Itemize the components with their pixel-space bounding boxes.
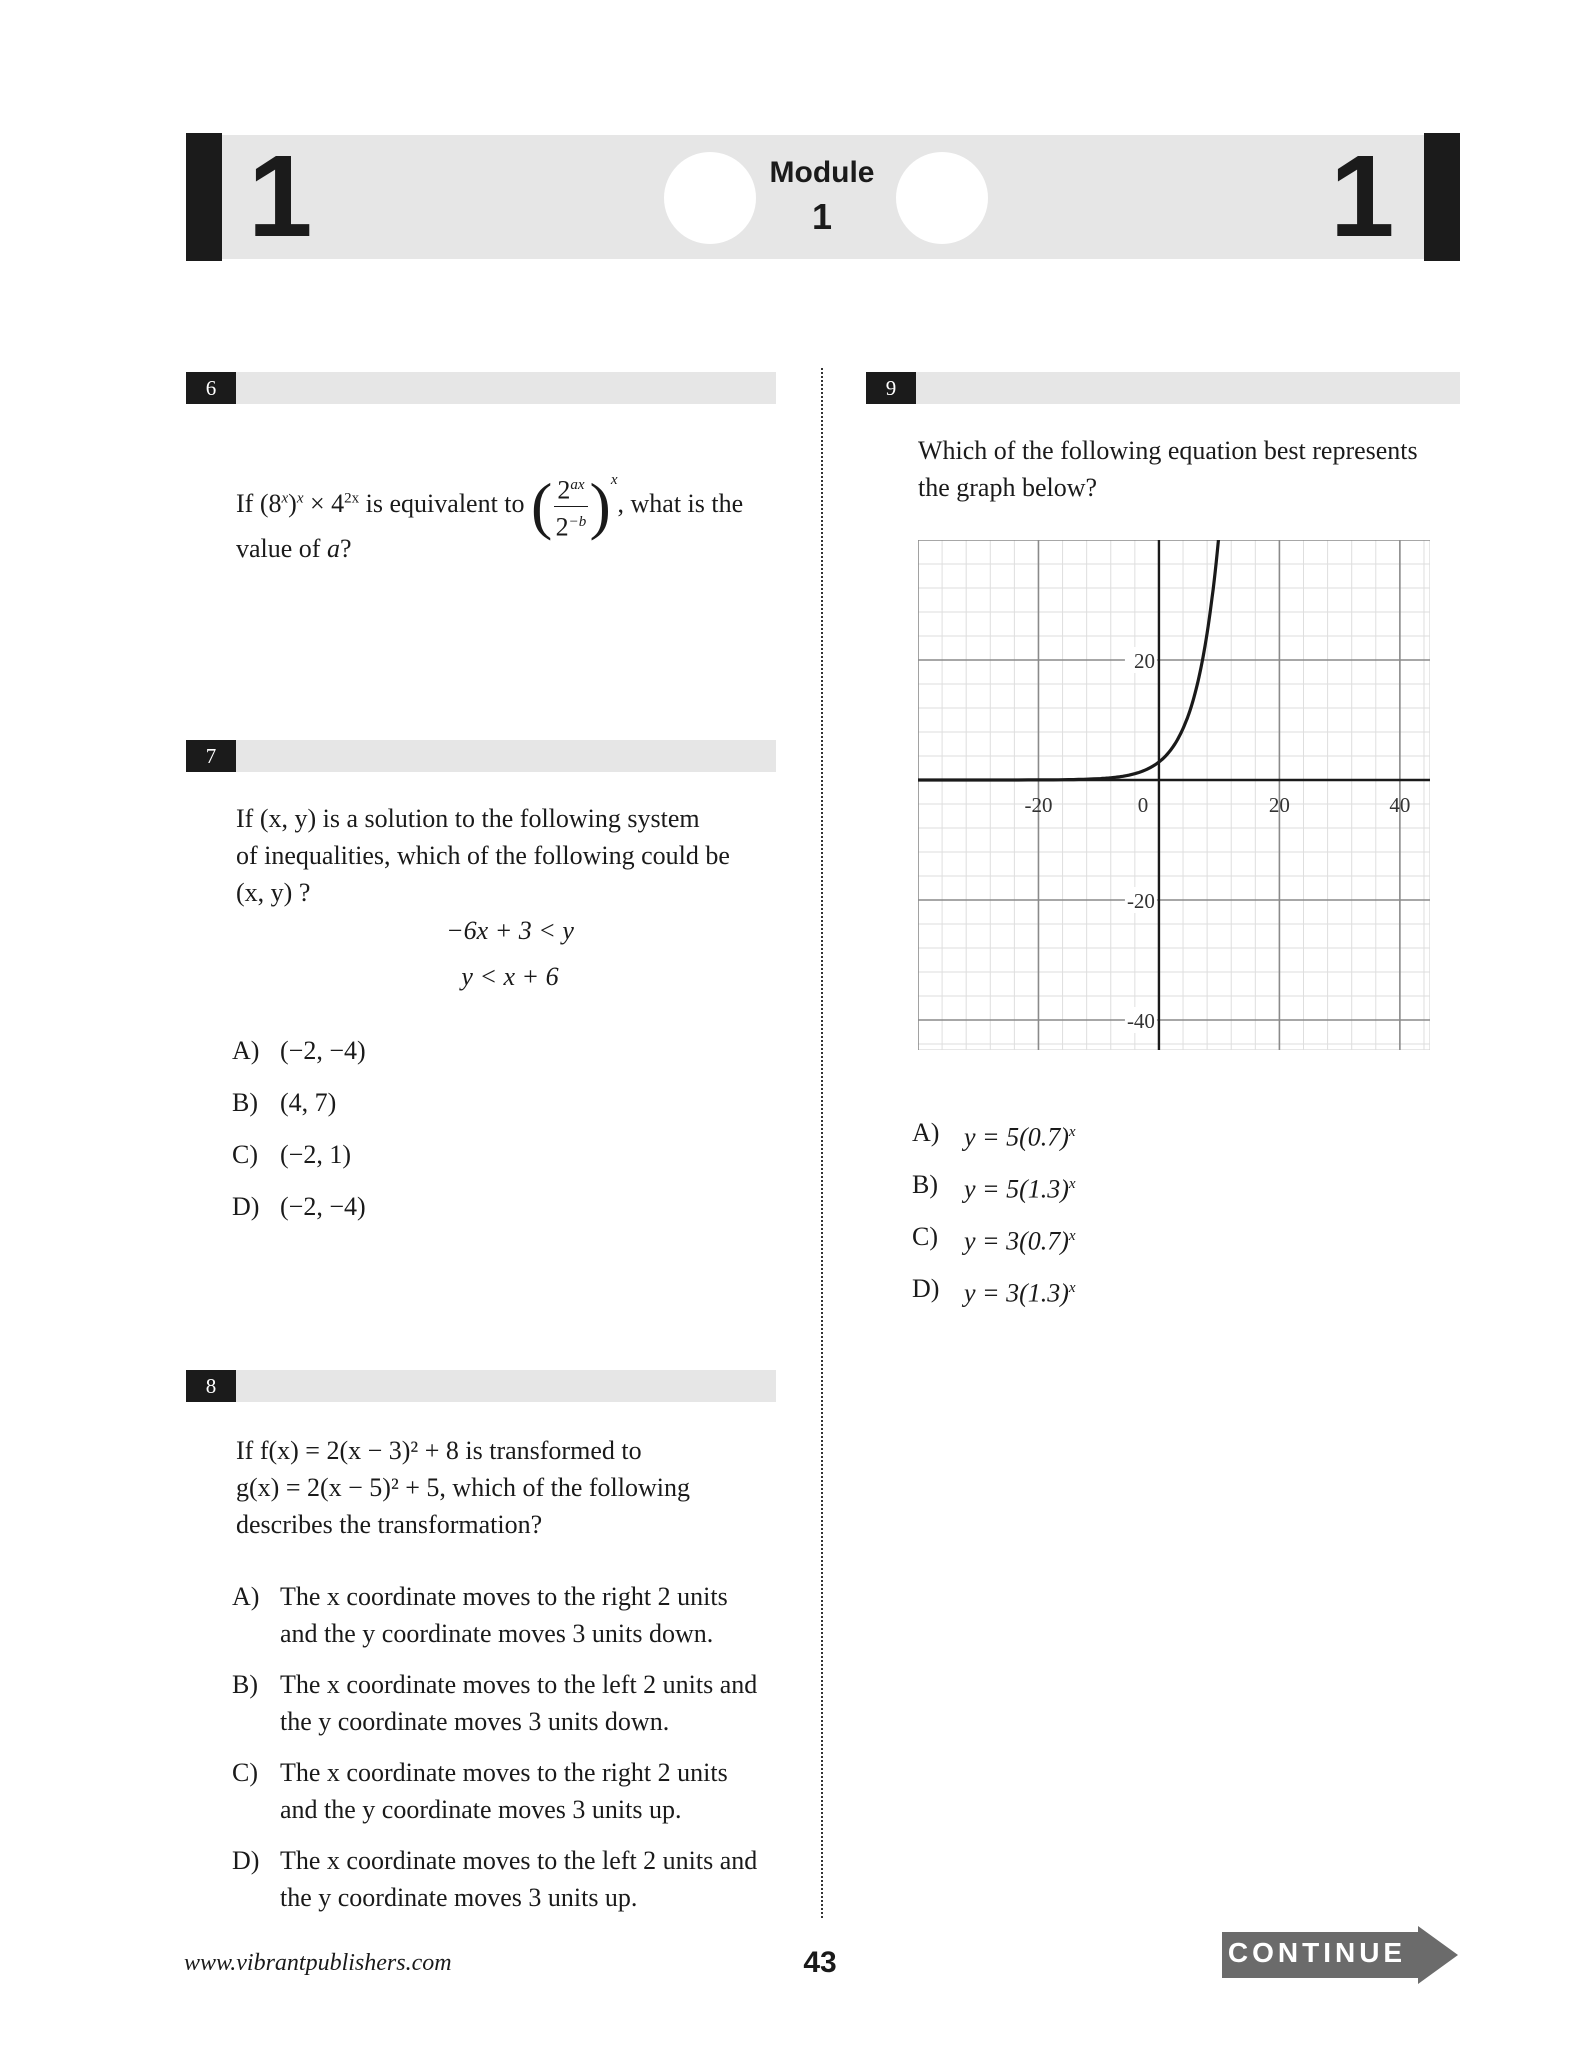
question-number: 6 bbox=[186, 372, 236, 404]
x-tick-label: 0 bbox=[1137, 793, 1149, 817]
q6-equiv-text: is equivalent to bbox=[365, 489, 525, 518]
module-label: Module bbox=[769, 156, 875, 189]
x-tick-label: -20 bbox=[1024, 793, 1053, 817]
question-bar-8 bbox=[186, 1370, 776, 1402]
section-bar-right bbox=[1424, 133, 1460, 261]
exponential-graph bbox=[918, 540, 1430, 1050]
question-bar-9 bbox=[866, 372, 1460, 404]
question-bar-6 bbox=[186, 372, 776, 404]
q9-stem: Which of the following equation best represents the graph below? bbox=[918, 436, 1418, 502]
question-number: 9 bbox=[866, 372, 916, 404]
continue-label[interactable]: CONTINUE bbox=[1227, 1937, 1407, 1968]
question-number: 7 bbox=[186, 740, 236, 772]
page-number: 43 bbox=[803, 1946, 837, 1979]
module-number: 1 bbox=[811, 196, 833, 237]
q6-fraction: $\frac{2^{ax}}{2^{-b}}$ bbox=[554, 470, 587, 542]
q6-stem-line2: value of a? bbox=[236, 534, 352, 563]
section-number-left: 1 bbox=[248, 131, 313, 261]
question-number: 8 bbox=[186, 1370, 236, 1402]
question-bar-7 bbox=[186, 740, 776, 772]
q7-inequality-2: y < x + 6 bbox=[461, 962, 559, 991]
y-tick-label: -20 bbox=[1126, 889, 1155, 913]
q7-inequality-1: −6x + 3 < y bbox=[446, 916, 574, 945]
q7-stem: If (x, y) is a solution to the following system of inequalities, which of the following could be (x, y) ? bbox=[236, 804, 730, 907]
q6-stem: If $(8^x)^x \times 4^{2x}$ is equivalent to ( $\frac{2^{ax}}{2^{-b}}$ )$^x$, what is the bbox=[236, 470, 744, 542]
plot-area bbox=[918, 540, 1430, 1050]
section-number-right: 1 bbox=[1330, 131, 1395, 261]
y-tick-label: -40 bbox=[1126, 1009, 1155, 1033]
x-tick-label: 20 bbox=[1268, 793, 1290, 817]
section-bar-left bbox=[186, 133, 222, 261]
x-tick-label: 40 bbox=[1389, 793, 1411, 817]
column-divider bbox=[821, 368, 823, 1918]
publisher-url[interactable]: www.vibrantpublishers.com bbox=[184, 1950, 452, 1976]
q8-stem: If f(x) = 2(x − 3)² + 8 is transformed to g(x) = 2(x − 5)² + 5, which of the following describes the transformation? bbox=[236, 1436, 690, 1539]
y-tick-label: 20 bbox=[1133, 649, 1155, 673]
